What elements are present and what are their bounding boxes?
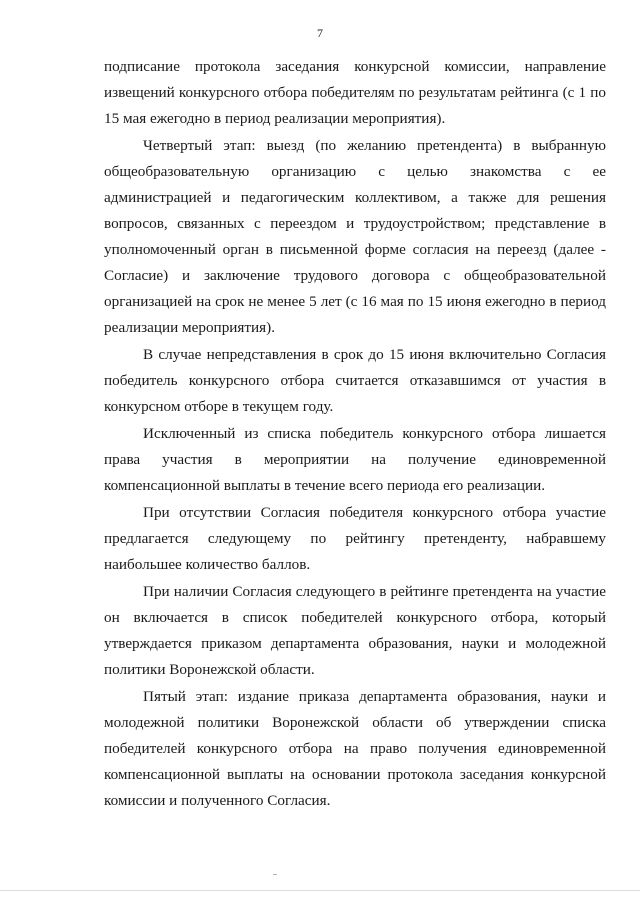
scan-speck bbox=[273, 874, 277, 875]
paragraph-next-candidate: При наличии Согласия следующего в рейтинге претендента на участие он включается в список победителей конкурсного отбора, который утверждается приказом департамента образования, науки и молодежной политики Воронежской области. bbox=[104, 583, 606, 678]
document-body bbox=[104, 54, 606, 815]
paragraph-excluded-winner: Исключенный из списка победитель конкурсного отбора лишается права участия в мероприятии на получение единовременной компенсационной выплаты в течение всего периода его реализации. bbox=[104, 425, 606, 494]
paragraph-protocol-signing: подписание протокола заседания конкурсной комиссии, направление извещений конкурсного отбора победителям по результатам рейтинга (с 1 по 15 мая ежегодно в период реализации мероприятия). bbox=[104, 58, 606, 127]
paragraph-fifth-stage: Пятый этап: издание приказа департамента образования, науки и молодежной политики Воронежской области об утверждении списка победителей конкурсного отбора на право получения единовременной компенсационной выплаты на основании протокола заседания конкурсной комиссии и полученного Согласия. bbox=[104, 688, 606, 809]
page-number: 7 bbox=[317, 26, 323, 40]
paragraph-consent-deadline: В случае непредставления в срок до 15 июня включительно Согласия победитель конкурсного отбора считается отказавшимся от участия в конкурсном отборе в текущем году. bbox=[104, 346, 606, 415]
paragraph-fourth-stage: Четвертый этап: выезд (по желанию претендента) в выбранную общеобразовательную организацию с целью знакомства с ее администрацией и педагогическим коллективом, а также для решения вопросов, связанных с переездом и трудоустройством; представление в уполномоченный орган в письменной форме согласия на переезд (далее - Согласие) и заключение трудового договора с общеобразовательной организацией на срок не менее 5 лет (с 16 мая по 15 июня ежегодно в период реализации мероприятия). bbox=[104, 137, 606, 336]
paragraph-no-consent: При отсутствии Согласия победителя конкурсного отбора участие предлагается следующему по рейтингу претенденту, набравшему наибольшее количество баллов. bbox=[104, 504, 606, 573]
scan-edge-line bbox=[0, 890, 640, 891]
